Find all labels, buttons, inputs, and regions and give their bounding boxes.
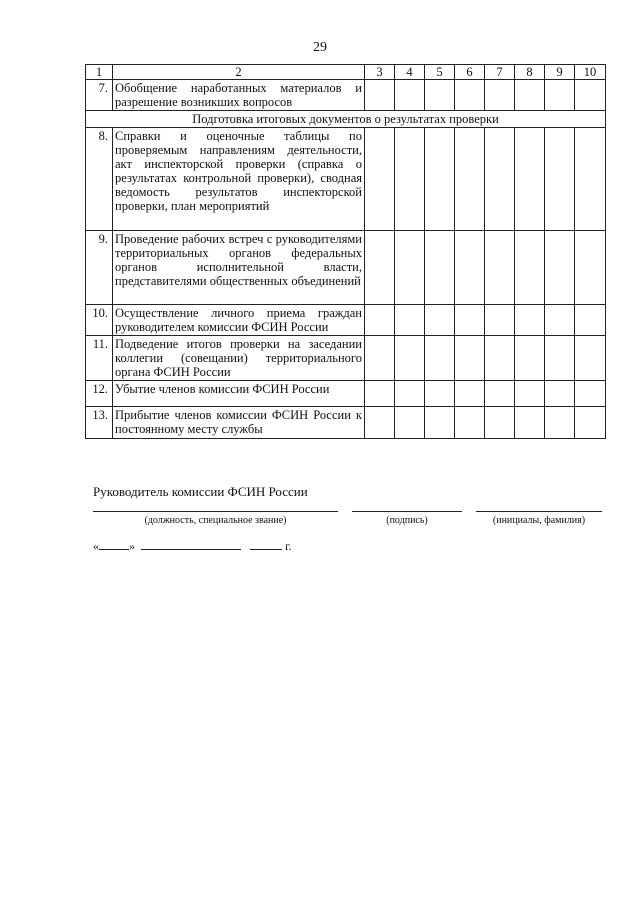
column-header: 5	[425, 65, 455, 80]
table-row	[86, 336, 606, 381]
table-row	[86, 381, 606, 407]
day-blank	[99, 539, 129, 550]
row-description: Обобщение наработанных материалов и разрешение возникших вопросов	[113, 80, 365, 111]
row-number: 10.	[86, 305, 113, 336]
date-line	[93, 539, 292, 554]
name-line	[476, 511, 602, 512]
row-description: Справки и оценочные таблицы по проверяемым направлениям деятельности, акт инспекторской проверки (справка о результатах контрольной проверки), сводная ведомость результатов инспекторской проверки, план мероприятий	[113, 128, 365, 231]
inspection-plan-table	[85, 64, 606, 439]
column-header: 2	[113, 65, 365, 80]
table-header-row	[86, 65, 606, 80]
column-header: 8	[515, 65, 545, 80]
column-header: 7	[485, 65, 515, 80]
position-caption: (должность, специальное звание)	[144, 515, 287, 526]
signature-caption: (подпись)	[386, 515, 428, 526]
row-description: Подведение итогов проверки на заседании коллегии (совещании) территориального органа ФСИН России	[113, 336, 365, 381]
section-title: Подготовка итоговых документов о результатах проверки	[86, 111, 606, 128]
table-row	[86, 407, 606, 439]
column-header: 9	[545, 65, 575, 80]
row-number: 12.	[86, 381, 113, 407]
row-description: Осуществление личного приема граждан руководителем комиссии ФСИН России	[113, 305, 365, 336]
column-header: 1	[86, 65, 113, 80]
name-caption: (инициалы, фамилия)	[492, 515, 586, 526]
row-number: 9.	[86, 231, 113, 305]
row-description: Прибытие членов комиссии ФСИН России к постоянному месту службы	[113, 407, 365, 439]
row-number: 7.	[86, 80, 113, 111]
section-row	[86, 111, 606, 128]
page-number: 29	[313, 40, 327, 55]
year-suffix: г.	[285, 539, 292, 553]
signature-line	[352, 511, 462, 512]
open-quote: «	[93, 539, 99, 553]
table-row	[86, 305, 606, 336]
row-number: 13.	[86, 407, 113, 439]
table-row	[86, 80, 606, 111]
close-quote: »	[129, 539, 135, 553]
row-description: Убытие членов комиссии ФСИН России	[113, 381, 365, 407]
column-header: 3	[365, 65, 395, 80]
signature-title: Руководитель комиссии ФСИН России	[93, 484, 308, 499]
column-header: 6	[455, 65, 485, 80]
row-description: Проведение рабочих встреч с руководителями территориальных органов федеральных органов исполнительной власти, представителями общественных объединений	[113, 231, 365, 305]
column-header: 10	[575, 65, 606, 80]
table-row	[86, 231, 606, 305]
column-header: 4	[395, 65, 425, 80]
row-number: 11.	[86, 336, 113, 381]
position-line	[93, 511, 338, 512]
year-blank	[250, 539, 282, 550]
table-row	[86, 128, 606, 231]
month-blank	[141, 539, 241, 550]
row-number: 8.	[86, 128, 113, 231]
